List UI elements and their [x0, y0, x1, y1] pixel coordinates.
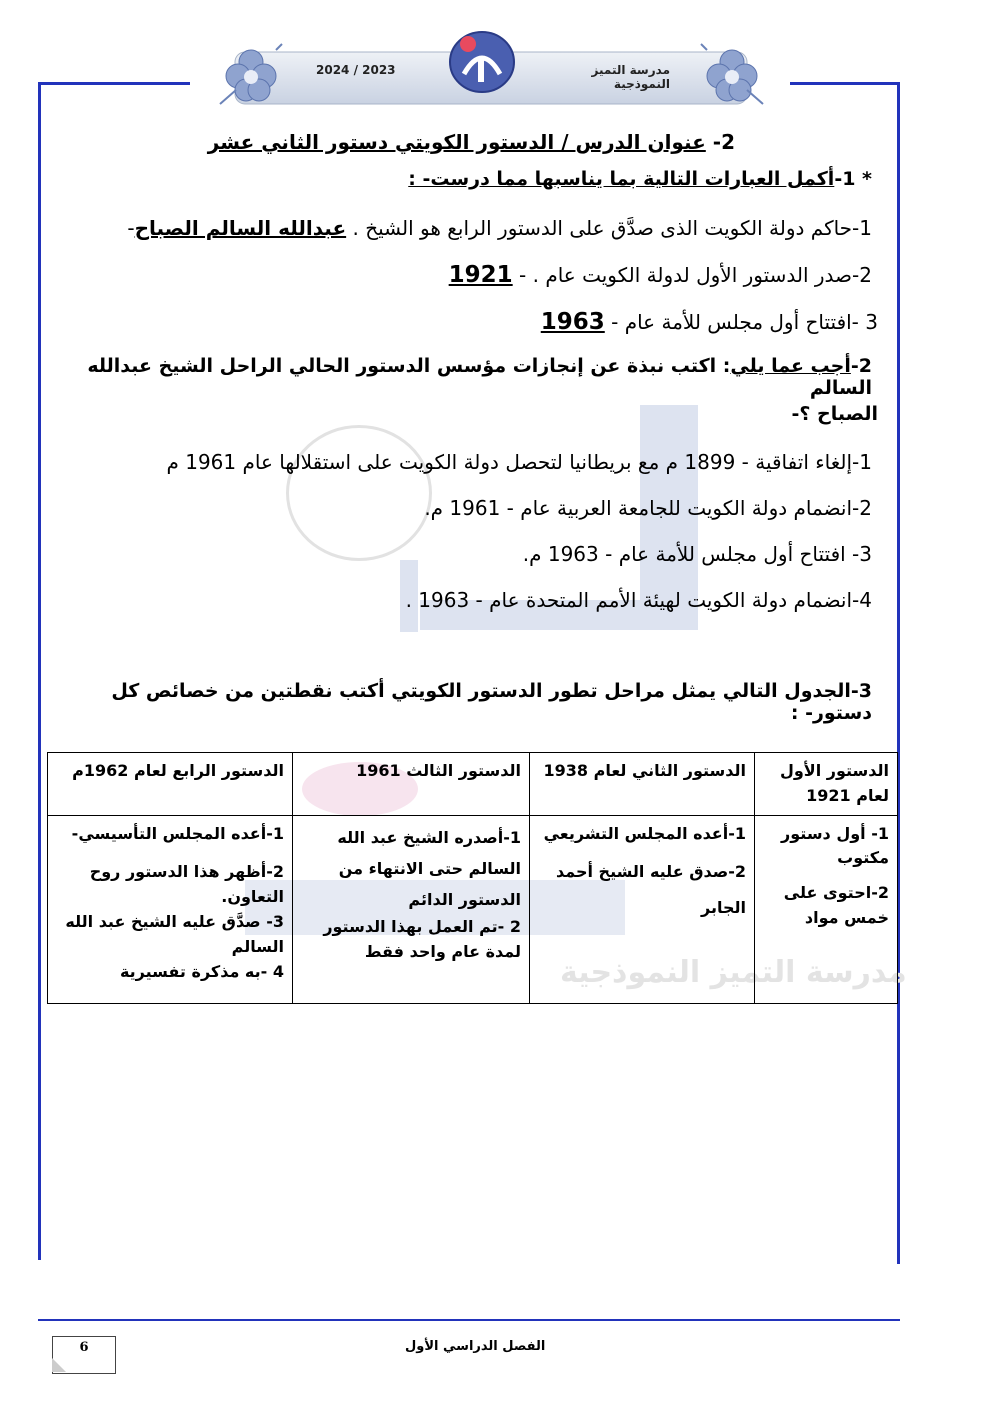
flower-decoration-right-icon [697, 40, 767, 112]
semester-label: الفصل الدراسي الأول [405, 1339, 546, 1354]
table-cell-line: 1-أعده المجلس التشريعي [543, 823, 746, 843]
q1-item-answer: 1921 [448, 262, 513, 288]
question-1-marker: * 1- [834, 168, 872, 190]
table-cell [48, 815, 293, 1003]
q1-item-text: 2-صدر الدستور الأول لدولة الكويت عام . - [512, 263, 872, 287]
lesson-title-text [208, 130, 706, 154]
lesson-title-prefix: عنوان الدرس [575, 130, 706, 154]
q2-answer-item: 2-انضمام دولة الكويت للجامعة العربية عام - 1961 م. [424, 496, 872, 520]
q1-item-suffix: - [127, 216, 135, 240]
table-header-cell: الدستور الأول لعام 1921 [755, 753, 898, 816]
frame-left-border [38, 82, 41, 1260]
question-3-heading: 3-الجدول التالي يمثل مراحل تطور الدستور الكويتي أكتب نقطتين من خصائص كل دستور- : [111, 680, 872, 724]
q1-item-text: 1-حاكم دولة الكويت الذى صدَّق على الدستور الرابع هو الشيخ . [346, 216, 872, 240]
lesson-title [200, 130, 735, 154]
page-number: 6 [79, 1340, 89, 1355]
table-cell-line: 2 -تم العمل بهذا الدستور لمدة عام واحد فقط [323, 917, 521, 961]
question-1-text: أكمل العبارات التالية بما يناسبها مما درست- : [408, 168, 835, 190]
question-1-heading [300, 168, 872, 190]
table-cell [530, 815, 755, 1003]
q2-answer-item: 1-إلغاء اتفاقية - 1899 م مع بريطانيا لتحصل دولة الكويت على استقلالها عام 1961 م [166, 450, 872, 474]
q1-item-text: 3 -افتتاح أول مجلس للأمة عام - [604, 310, 878, 334]
q1-item [100, 262, 872, 288]
watermark-text: مدرسة التميز النموذجية [560, 955, 907, 990]
table-cell-line: 1- أول دستور مكتوب [781, 823, 889, 868]
q2-answer-item: 3- افتتاح أول مجلس للأمة عام - 1963 م. [522, 542, 872, 566]
header-rule-left [38, 82, 190, 85]
school-logo-icon [448, 30, 516, 94]
table-header-cell: الدستور الرابع لعام 1962م [48, 753, 293, 816]
table-cell-line: 2-صدق عليه الشيخ أحمد الجابر [555, 862, 746, 917]
table-cell [293, 815, 530, 1003]
footer-rule [38, 1319, 900, 1321]
q1-item-answer: 1963 [540, 309, 605, 335]
question-2-text-cont: الصباح ؟- [791, 403, 878, 425]
table-cell-line: 2-احتوى على خمس مواد [783, 883, 889, 927]
question-2-lead: أجب عما يلي [730, 355, 851, 377]
table-cell-line: 4 -به مذكرة تفسيرية [119, 961, 284, 981]
table-cell [755, 815, 898, 1003]
school-name: مدرسة التميز النموذجية [591, 63, 670, 91]
q1-item [100, 309, 878, 335]
table-cell-line: 1-أعده المجلس التأسيسي- [71, 823, 284, 843]
lesson-number: 2- [712, 130, 735, 154]
frame-right-border [897, 82, 900, 1264]
table-cell-line: 1-أصدره الشيخ عبد الله السالم حتى الانتهاء من الدستور الدائم [337, 827, 521, 909]
table-cell-line: 2-أظهر هذا الدستور روح التعاون. [89, 862, 284, 907]
page-fold-corner [52, 1358, 66, 1372]
question-2-marker: 2- [850, 355, 872, 377]
table-header-cell: الدستور الثالث 1961 [293, 753, 530, 816]
lesson-title-rest: / الدستور الكويتي دستور الثاني عشر [207, 130, 576, 154]
table-header-cell: الدستور الثاني لعام 1938 [530, 753, 755, 816]
q1-item [100, 216, 872, 240]
school-year: 2024 / 2023 [316, 63, 396, 77]
watermark-circle [286, 425, 432, 561]
constitution-table [47, 752, 898, 1004]
q1-item-answer: عبدالله السالم الصباح [134, 216, 347, 240]
question-2-heading [60, 355, 872, 399]
question-2-text: : اكتب نبذة عن إنجازات مؤسس الدستور الحالي الراحل الشيخ عبدالله السالم [87, 355, 872, 399]
flower-decoration-left-icon [216, 40, 286, 112]
header-rule-right [790, 82, 900, 85]
table-cell-line: 3- صدَّق عليه الشيخ عبد الله السالم [65, 911, 284, 956]
q2-answer-item: 4-انضمام دولة الكويت لهيئة الأمم المتحدة عام - 1963 . [405, 588, 872, 612]
